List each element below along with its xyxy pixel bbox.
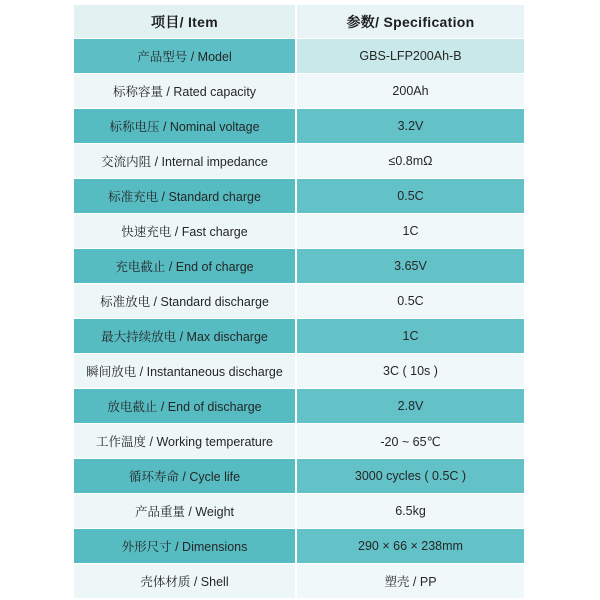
row-item-fast-charge: 快速充电 / Fast charge [74, 214, 297, 249]
table-row [74, 529, 524, 564]
table-row [74, 249, 524, 284]
row-value-max-discharge: 1C [297, 319, 524, 354]
specification-table [74, 5, 524, 599]
table-row [74, 284, 524, 319]
row-item-rated-capacity: 标称容量 / Rated capacity [74, 74, 297, 109]
table-row [74, 459, 524, 494]
table-row [74, 564, 524, 599]
row-value-nominal-voltage: 3.2V [297, 109, 524, 144]
row-value-working-temperature: -20 ~ 65℃ [297, 424, 524, 459]
row-value-cycle-life: 3000 cycles ( 0.5C ) [297, 459, 524, 494]
table-row [74, 109, 524, 144]
spec-sheet [74, 5, 524, 595]
row-value-standard-charge: 0.5C [297, 179, 524, 214]
row-item-standard-charge: 标准充电 / Standard charge [74, 179, 297, 214]
spec-column-header: 参数/ Specification [297, 5, 524, 39]
row-item-internal-impedance: 交流内阻 / Internal impedance [74, 144, 297, 179]
row-value-model: GBS-LFP200Ah-B [297, 39, 524, 74]
row-value-shell: 塑壳 / PP [297, 564, 524, 599]
table-row [74, 214, 524, 249]
row-item-model: 产品型号 / Model [74, 39, 297, 74]
table-row [74, 389, 524, 424]
row-item-cycle-life: 循环寿命 / Cycle life [74, 459, 297, 494]
table-row [74, 354, 524, 389]
row-item-dimensions: 外形尺寸 / Dimensions [74, 529, 297, 564]
table-row [74, 179, 524, 214]
row-value-rated-capacity: 200Ah [297, 74, 524, 109]
row-item-max-discharge: 最大持续放电 / Max discharge [74, 319, 297, 354]
row-value-weight: 6.5kg [297, 494, 524, 529]
row-value-end-of-discharge: 2.8V [297, 389, 524, 424]
row-value-internal-impedance: ≤0.8mΩ [297, 144, 524, 179]
table-row [74, 319, 524, 354]
item-column-header: 项目/ Item [74, 5, 297, 39]
table-header-row [74, 5, 524, 39]
row-item-shell: 壳体材质 / Shell [74, 564, 297, 599]
table-row [74, 39, 524, 74]
row-item-weight: 产品重量 / Weight [74, 494, 297, 529]
table-row [74, 424, 524, 459]
row-value-fast-charge: 1C [297, 214, 524, 249]
table-row [74, 494, 524, 529]
row-item-end-of-discharge: 放电截止 / End of discharge [74, 389, 297, 424]
row-item-instantaneous-discharge: 瞬间放电 / Instantaneous discharge [74, 354, 297, 389]
row-item-end-of-charge: 充电截止 / End of charge [74, 249, 297, 284]
row-value-end-of-charge: 3.65V [297, 249, 524, 284]
row-value-dimensions: 290 × 66 × 238mm [297, 529, 524, 564]
row-item-working-temperature: 工作温度 / Working temperature [74, 424, 297, 459]
table-row [74, 74, 524, 109]
row-value-standard-discharge: 0.5C [297, 284, 524, 319]
table-row [74, 144, 524, 179]
row-value-instantaneous-discharge: 3C ( 10s ) [297, 354, 524, 389]
row-item-standard-discharge: 标准放电 / Standard discharge [74, 284, 297, 319]
row-item-nominal-voltage: 标称电压 / Nominal voltage [74, 109, 297, 144]
